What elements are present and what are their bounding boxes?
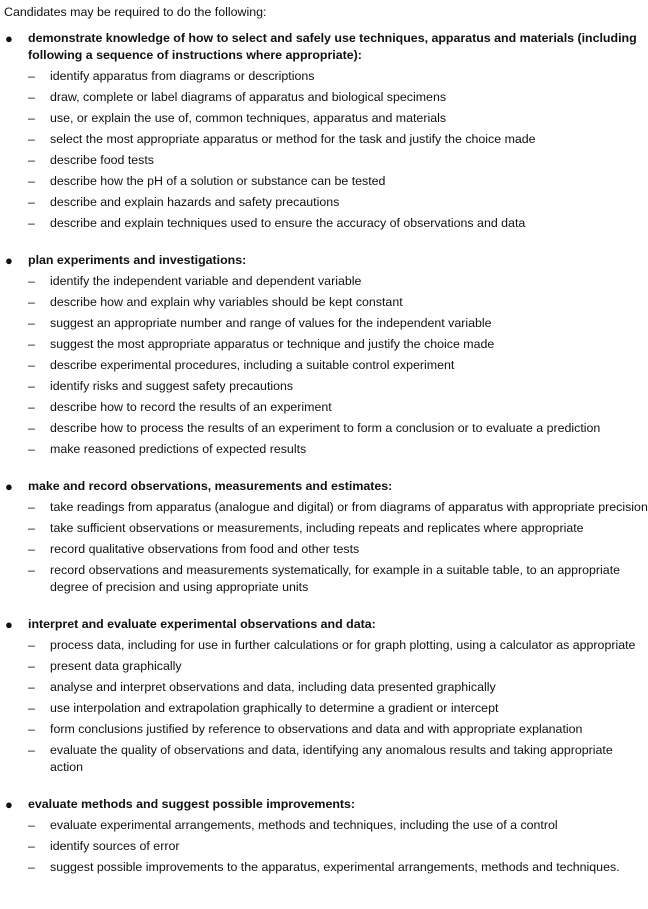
dash-icon: – — [28, 638, 35, 652]
list-item: – describe food tests — [28, 153, 155, 167]
dash-icon: – — [28, 379, 35, 393]
dash-icon: – — [28, 743, 35, 757]
list-item: – evaluate experimental arrangements, methods and techniques, including the use of a control — [28, 818, 558, 832]
section-heading: make and record observations, measurements and estimates: — [28, 479, 393, 493]
section-heading: interpret and evaluate experimental observations and data: — [28, 617, 376, 631]
list-item: – describe experimental procedures, including a suitable control experiment — [28, 358, 455, 372]
bullet-icon: ● — [5, 31, 13, 46]
list-item: – identify the independent variable and dependent variable — [28, 274, 362, 288]
dash-icon: – — [28, 274, 35, 288]
list-item: – describe how to record the results of an experiment — [28, 400, 332, 414]
list-item: – process data, including for use in further calculations or for graph plotting, using a calculator as appropriate — [28, 638, 636, 652]
list-item: – record qualitative observations from food and other tests — [28, 542, 360, 556]
item-list — [28, 817, 648, 876]
dash-icon: – — [28, 316, 35, 330]
dash-icon: – — [28, 153, 35, 167]
dash-icon: – — [28, 132, 35, 146]
list-item: – present data graphically — [28, 659, 182, 673]
dash-icon: – — [28, 563, 35, 577]
list-item: – describe and explain techniques used to ensure the accuracy of observations and data — [28, 216, 526, 230]
intro-text: Candidates may be required to do the following: — [4, 5, 267, 19]
list-item: – analyse and interpret observations and data, including data presented graphically — [28, 680, 496, 694]
item-list — [28, 637, 648, 776]
section-3 — [4, 478, 648, 596]
dash-icon: – — [28, 680, 35, 694]
list-item: – make reasoned predictions of expected results — [28, 442, 307, 456]
list-item: – suggest an appropriate number and range of values for the independent variable — [28, 316, 492, 330]
dash-icon: – — [28, 860, 35, 874]
item-list — [28, 68, 648, 232]
section-1 — [4, 30, 648, 232]
dash-icon: – — [28, 542, 35, 556]
bullet-icon: ● — [5, 253, 13, 268]
list-item: – select the most appropriate apparatus or method for the task and justify the choice made — [28, 132, 536, 146]
section-2 — [4, 252, 648, 458]
section-4 — [4, 616, 648, 776]
list-item: – record observations and measurements systematically, for example in a suitable table, to an appropriate degree of precision and using appropriate units — [28, 563, 621, 594]
bullet-icon: ● — [5, 617, 13, 632]
list-item: – take sufficient observations or measurements, including repeats and replicates where appropriate — [28, 521, 584, 535]
dash-icon: – — [28, 69, 35, 83]
section-heading: evaluate methods and suggest possible improvements: — [28, 797, 356, 811]
dash-icon: – — [28, 659, 35, 673]
section-heading: plan experiments and investigations: — [28, 253, 247, 267]
dash-icon: – — [28, 500, 35, 514]
list-item: – form conclusions justified by reference to observations and data and with appropriate explanation — [28, 722, 583, 736]
dash-icon: – — [28, 818, 35, 832]
item-list — [28, 499, 648, 596]
dash-icon: – — [28, 421, 35, 435]
dash-icon: – — [28, 839, 35, 853]
list-item: – describe and explain hazards and safety precautions — [28, 195, 340, 209]
list-item: – identify risks and suggest safety precautions — [28, 379, 294, 393]
list-item: – use interpolation and extrapolation graphically to determine a gradient or intercept — [28, 701, 499, 715]
bullet-icon: ● — [5, 479, 13, 494]
list-item: – draw, complete or label diagrams of apparatus and biological specimens — [28, 90, 447, 104]
dash-icon: – — [28, 442, 35, 456]
list-item: – evaluate the quality of observations and data, identifying any anomalous results and taking appropriate action — [28, 743, 613, 774]
list-item: – describe how to process the results of an experiment to form a conclusion or to evaluate a prediction — [28, 421, 601, 435]
list-item: – suggest the most appropriate apparatus or technique and justify the choice made — [28, 337, 495, 351]
list-item: – describe how the pH of a solution or substance can be tested — [28, 174, 386, 188]
section-5 — [4, 796, 648, 876]
item-list — [28, 273, 648, 458]
dash-icon: – — [28, 400, 35, 414]
dash-icon: – — [28, 337, 35, 351]
dash-icon: – — [28, 195, 35, 209]
dash-icon: – — [28, 174, 35, 188]
dash-icon: – — [28, 701, 35, 715]
list-item: – describe how and explain why variables should be kept constant — [28, 295, 403, 309]
dash-icon: – — [28, 521, 35, 535]
dash-icon: – — [28, 111, 35, 125]
dash-icon: – — [28, 216, 35, 230]
list-item: – suggest possible improvements to the apparatus, experimental arrangements, methods and techniques. — [28, 860, 620, 874]
list-item: – use, or explain the use of, common techniques, apparatus and materials — [28, 111, 447, 125]
section-heading: demonstrate knowledge of how to select and safely use techniques, apparatus and materials (including following a sequence of instructions where appropriate): — [28, 31, 637, 62]
dash-icon: – — [28, 295, 35, 309]
list-item: – take readings from apparatus (analogue and digital) or from diagrams of apparatus with appropriate precision — [28, 500, 648, 514]
list-item: – identify apparatus from diagrams or descriptions — [28, 69, 315, 83]
list-item: – identify sources of error — [28, 839, 180, 853]
bullet-icon: ● — [5, 797, 13, 812]
dash-icon: – — [28, 90, 35, 104]
dash-icon: – — [28, 722, 35, 736]
dash-icon: – — [28, 358, 35, 372]
